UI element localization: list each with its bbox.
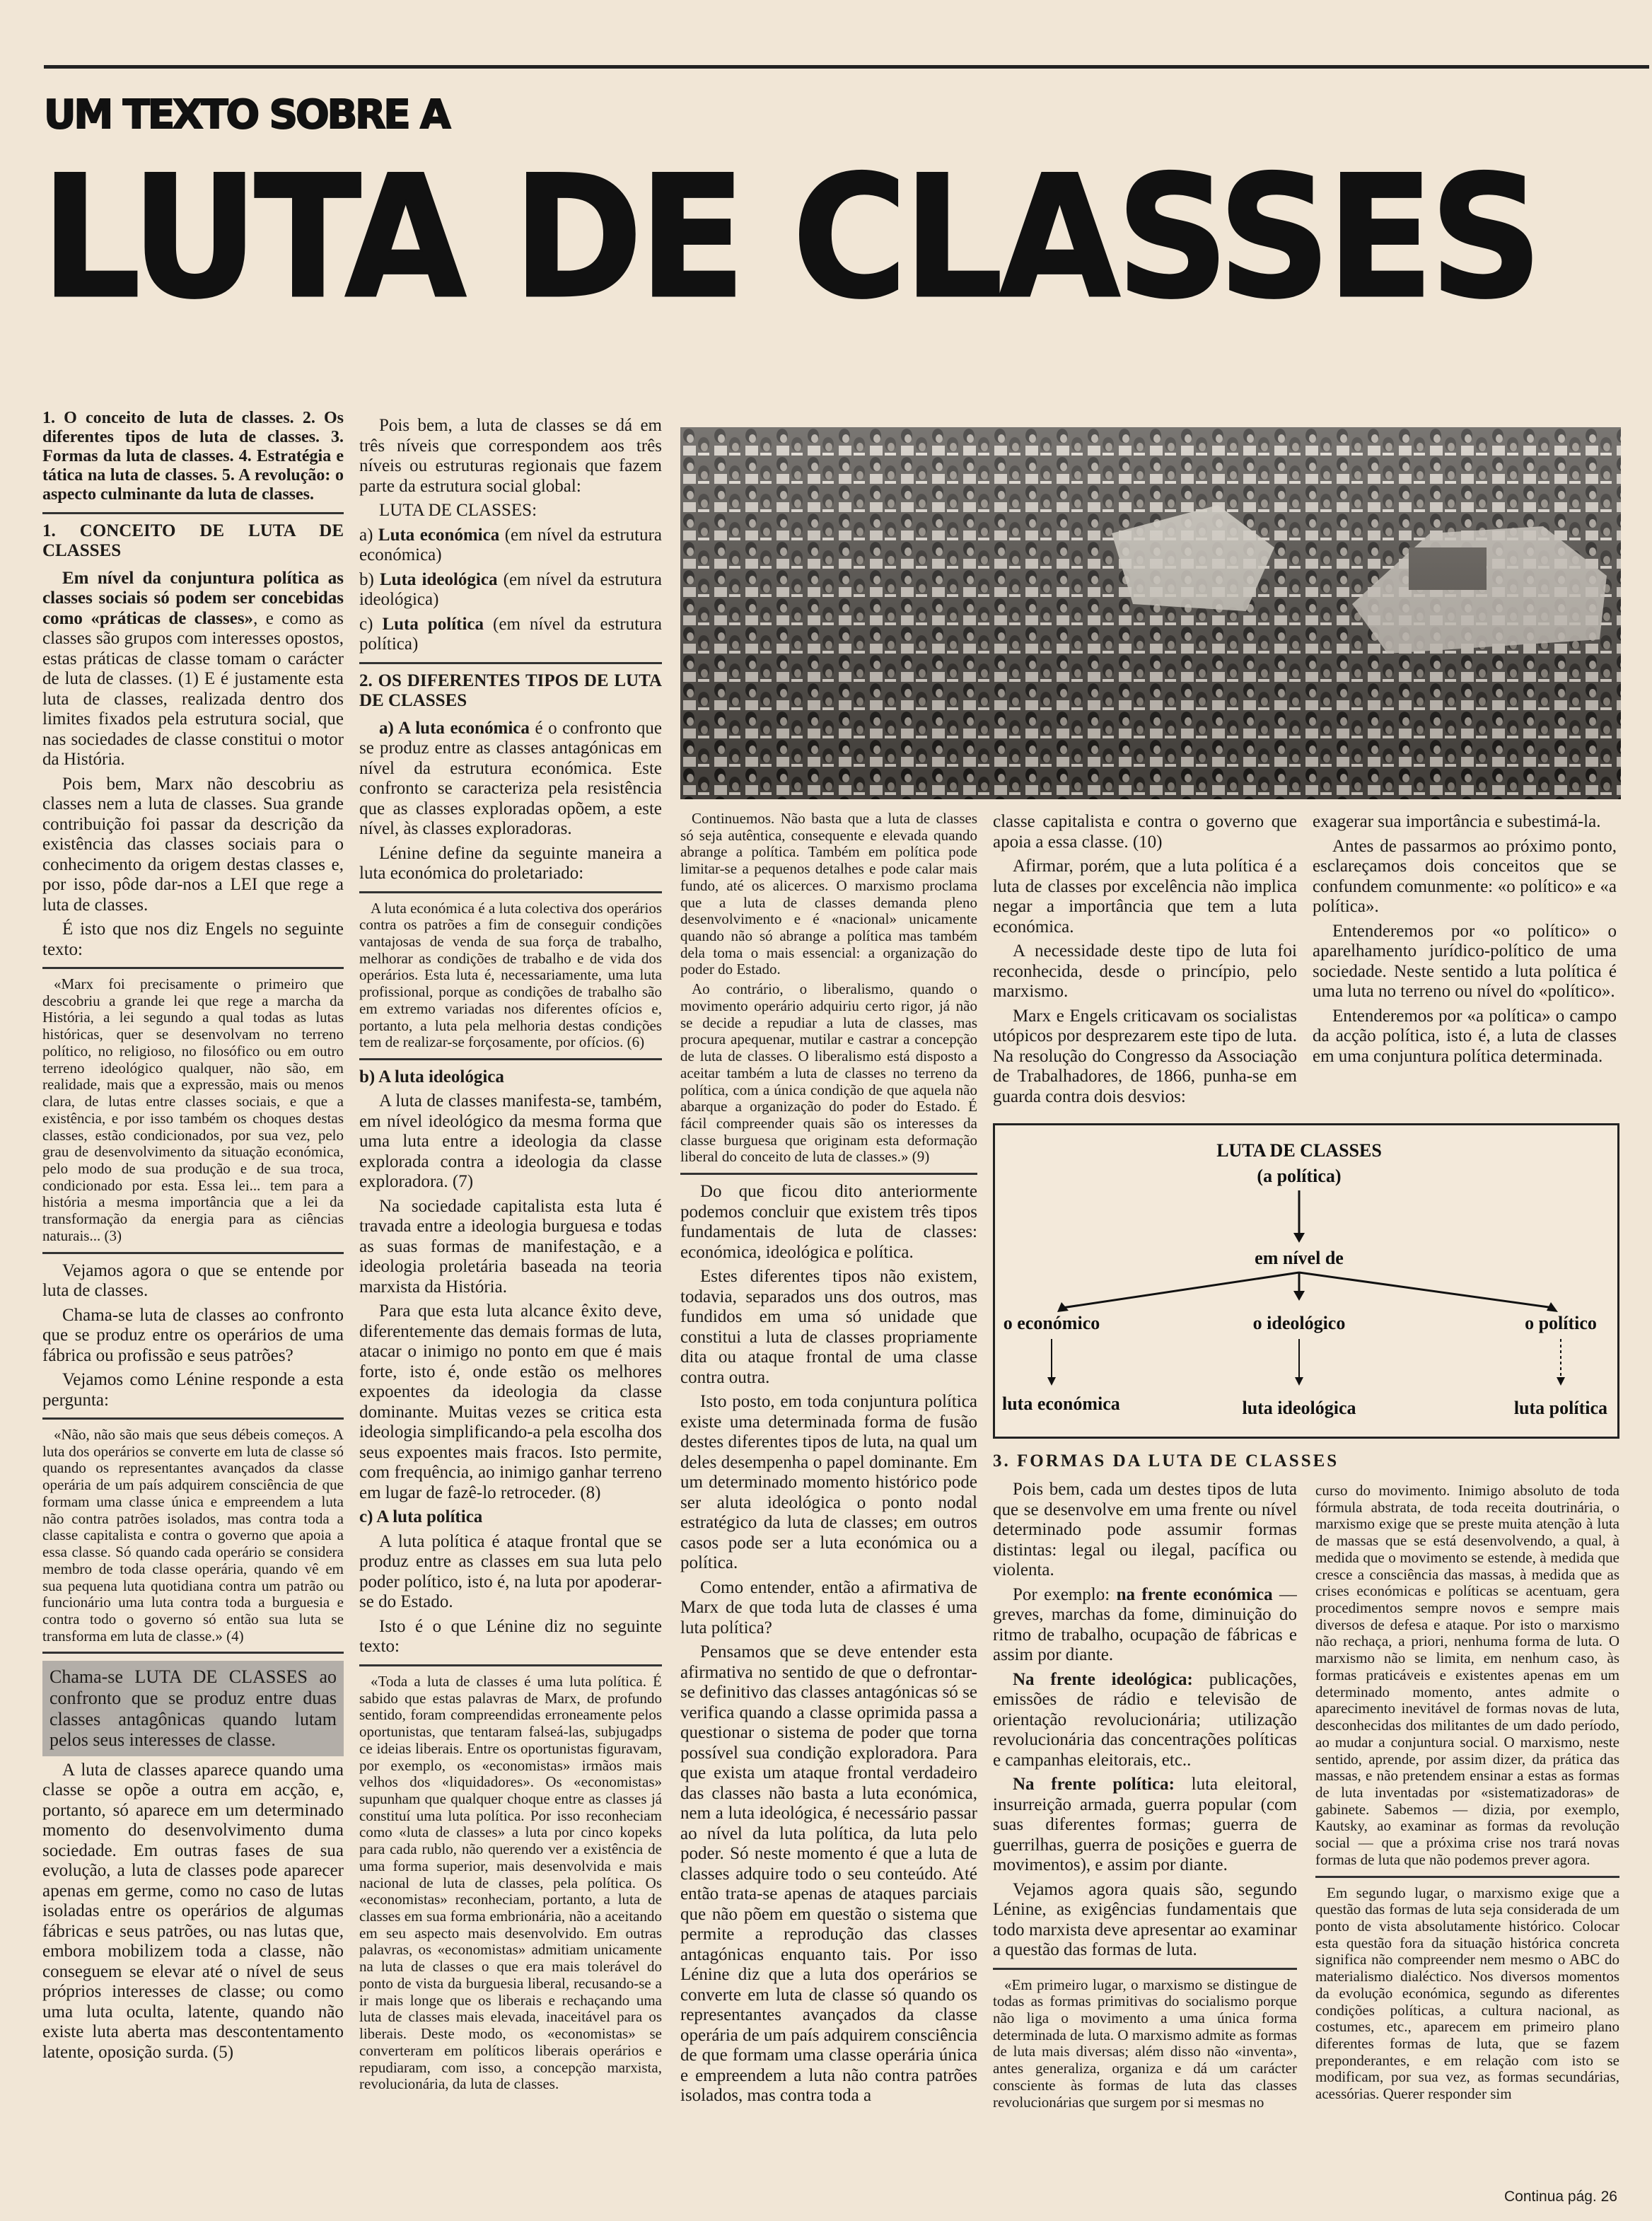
- contents-list: 1. O conceito de luta de classes. 2. Os diferentes tipos de luta de classes. 3. Formas da luta de classes. 4. Estratégia e tática na luta de classes. 5. A revolução: o aspecto culminante da luta de classes.: [42, 409, 344, 504]
- section-heading-3: 3. FORMAS DA LUTA DE CLASSES: [993, 1451, 1339, 1471]
- paragraph: exagerar sua importância e subestimá-la.: [1313, 812, 1601, 831]
- divider: [42, 1252, 344, 1254]
- subhead-c: c) A luta política: [359, 1507, 483, 1527]
- column-3: [680, 811, 977, 2190]
- divider: [42, 512, 344, 514]
- kicker: UM TEXTO SOBRE A: [44, 92, 449, 138]
- arrowhead: [1295, 1377, 1303, 1386]
- diagram-level: em nível de: [1255, 1248, 1344, 1268]
- level-a-title: Luta económica: [378, 525, 500, 545]
- divider: [1315, 1876, 1619, 1878]
- divider: [680, 1173, 977, 1175]
- paragraph: Na sociedade capitalista esta luta é travada entre a ideologia burguesa e todas as suas formas de manifestação, e a ideologia proletária baseada na teoria marxista da História.: [359, 1196, 662, 1297]
- highlight-definition: Chama-se LUTA DE CLASSES ao confronto que se produz entre duas classes antagônicas quando lutam pelos seus interesses de classe.: [42, 1661, 344, 1756]
- connector: [1062, 1272, 1299, 1308]
- quote-text: Em segundo lugar, o marxismo exige que a questão das formas de luta seja considerada de um ponto de vista absolutamente histórico. Colocar esta questão fora da situação histórica concreta significa não compreender nem mesmo o ABC do materialismo dialéctico. Nos diversos momentos da evolução económica, segundo as diferentes condições políticas, a cultura nacional, as costumes, etc., aparecem em primeiro plano diferentes formas de luta, que se fazem preponderantes, e em relação com isto se modificam, por sua vez, as formas secundárias, acessórias. Querer responder sim: [1315, 1884, 1619, 2103]
- level-c-title: Luta política: [382, 614, 484, 634]
- diagram-subtitle: (a política): [1257, 1166, 1342, 1186]
- class-struggle-diagram: [993, 1123, 1619, 1439]
- paragraph: A luta de classes aparece quando uma classe se opõe a outra em acção, e, portanto, só aparece em um determinado momento do desenvolvimento duma sociedade. Em outras fases de sua evolução, a luta de classes pode aparecer apenas em germe, como no caso de lutas isoladas entre os operários de algumas fábricas e seus patrões, ou nas lutas que, embora mobilizem toda a classe, não conseguem se elevar até o nível de seus próprios interesses de classe; ou como uma luta oculta, latente, quando não existe luta aberta mas descontentamento latente, oposição surda. (5): [42, 1760, 344, 2062]
- arrowhead: [1293, 1291, 1305, 1301]
- paragraph: A necessidade deste tipo de luta foi reconhecida, desde o princípio, pelo marxismo.: [993, 941, 1297, 1001]
- paragraph: [993, 1775, 1297, 1876]
- quote-text: «Toda a luta de classes é uma luta política. É sabido que estas palavras de Marx, de profundo sentido, foram compreendidas erroneamente pelos oportunistas, que tentaram falseá-las, subjugadps ce ideias liberais. Entre os oportunistas figuravam, por exemplo, os «economistas» irmãos mais velhos dos «liquidadores». Os «economistas» supunham que qualquer choque entre as classes já constituí uma luta política. Por isso reconheciam como «luta de classes» a luta por cinco kopeks para cada rublo, não querendo ver a existência de uma forma superior, mais desenvolvida e mais nacional de luta de classes, pela política. Os «economistas» reconheciam, portanto, a luta de classes em sua forma embrionária, não a aceitando em seu aspecto mais desenvolvido. Em outras palavras, os «economistas» admitiam unicamente na luta de classes o que era mais tolerável do ponto de vista da burguesia liberal, recusando-se a ir mais longe que os liberais e rechaçando uma luta de classes mais elevada, inaceitável para os liberais. Deste modo, os «economistas» se converteram em políticos liberais operários e repudiaram, com isso, a concepção marxista, revolucionária, da luta de classes.: [359, 1672, 662, 2093]
- quote-text: Continuemos. Não basta que a luta de classes só seja autêntica, consequente e elevada quando abrange a política. Também em política pode limitar-se a pequenos detalhes e pode calar mais fundo, até os alicerces. O marxismo proclama que a luta de classes demanda pleno desenvolvimento e é «nacional» unicamente quando não só abrange a política mas também dela toma o mais essencial: a organização do poder do Estado.: [680, 811, 977, 978]
- paragraph: A luta de classes manifesta-se, também, em nível ideológico da mesma forma que uma luta entre a ideologia da classe explorada contra a ideologia da classe exploradora. (7): [359, 1091, 662, 1192]
- paragraph: Afirmar, porém, que a luta política é a luta de classes por excelência não implica negar a importância que tem a luta económica.: [993, 857, 1297, 936]
- paragraph: Lénine define da seguinte maneira a luta económica do proletariado:: [359, 843, 662, 883]
- paragraph: Marx e Engels criticavam os socialistas utópicos por desprezarem este tipo de luta. Na resolução do Congresso da Associação de Trabalhadores, de 1866, punha-se em guarda contra dois desvios:: [993, 1006, 1297, 1106]
- quote-text: Ao contrário, o liberalismo, quando o movimento operário adquiriu certo rigor, já não se decide a repudiar a luta de classes, mas procura apequenar, mutilar e castrar a concepção de luta de classes. O liberalismo está disposto a aceitar também a luta de classes no terreno da política, com a única condição de que aquela não abarque a organização do poder do Estado. É fácil compreender quais são os interesses da classe burguesa que originam esta deformação liberal do conceito de luta de classes.» (9): [680, 980, 977, 1166]
- paragraph: [359, 719, 662, 840]
- text: Por exemplo:: [1013, 1584, 1110, 1604]
- quote-text: «Marx foi precisamente o primeiro que descobriu a grande lei que rege a marcha da História, a lei segundo a qual todas as lutas históricas, quer se desenvolvam no terreno político, no religioso, no filosófico ou em outro terreno ideológico qualquer, não são, em realidade, mais que a expressão, mais ou menos clara, de lutas entre classes sociais, e que a existência, e por isso também os choques destas classes, estão condicionados, por sua vez, pelo grau de desenvolvimento da situação económica, pelo modo de sua produção e de sua troca, condicionado por esta. Essa lei... tem para a história a mesma importância que a lei da transformação da energia para as ciências naturais... (3): [42, 975, 344, 1244]
- text: , e como as classes são grupos com interesses opostos, estas práticas de classe tomam o carácter de luta de classes. (1) E é justamente esta luta de classes, realizada dentro dos limites fixados pela estrutura social, que nas sociedades de classe constitui o motor da História.: [42, 608, 344, 770]
- arrowhead: [1557, 1377, 1565, 1386]
- paragraph: Como entender, então a afirmativa de Marx de que toda luta de classes é uma luta política?: [680, 1577, 977, 1637]
- quote-text: curso do movimento. Inimigo absoluto de toda fórmula abstrata, de toda receita doutrinária, o marxismo exige que se preste muita atenção à luta de massas que se está desenvolvendo, a qual, à medida que o movimento se estende, à medida que cresce a consciência das massas, à medida que as crises económicas e políticas se acentuam, gera procedimentos sempre novos e sempre mais diversos de defesa e ataque. Por isto o marxismo não rechaça, a priori, nenhuma forma de luta. O marxismo não se limita, em nenhum caso, às formas praticáveis e existentes apenas em um determinado momento, antes admite o aparecimento inevitável de formas novas de luta, desconhecidas dos militantes de um dado período, ao mudar a conjuntura social. O marxismo, neste sentido, aprende, por assim dizer, da prática das massas, e não pretendem ensinar a estas as formas de luta inventadas por «sistematizadoras» de gabinete. Sabemos — dizia, por exemplo, Kautsky, ao examinar as formas da revolução social — que a próxima crise nos trará novas formas de luta que não podemos prever agora.: [1315, 1483, 1619, 1868]
- text: é o confronto que se produz entre as classes antagónicas em nível da estrutura económica. Este confronto se caracteriza pela resistência que as classes exploradas opõem, a este nível, às classes exploradoras.: [359, 718, 662, 838]
- emphasis: Na frente ideológica:: [1013, 1669, 1193, 1689]
- column-1: [42, 409, 344, 2190]
- column-4-lower: [993, 1480, 1297, 2187]
- text: luta eleitoral, insurreição armada, guerra popular (com suas diferentes formas; guerra de guerrilhas, guerra de posições e guerra de movimentos), e assim por diante.: [993, 1775, 1297, 1874]
- continued-note: Continua pág. 26: [1504, 2188, 1617, 2205]
- paragraph: [42, 569, 344, 770]
- paragraph: Pensamos que se deve entender esta afirmativa no sentido de que o defrontar-se definitivo das classes antagónicas só se verifica quando a classe oprimida passa a questionar o sistema de poder que torna possível sua condição exploradora. Para que exista um ataque frontal verdadeiro das classes não basta a luta económica, nem a luta ideológica, é necessário passar ao nível da luta política, da luta pelo poder. Só neste momento é que a luta de classes adquire todo o seu conteúdo. Até então trata-se apenas de ataques parciais que não põem em questão o sistema que permite a reprodução das classes antagónicas enquanto tais. Por isso Lénine diz que a luta dos operários se converte em luta de classe só quando os representantes avançados da classe operária de um país adquirem consciência de que formam uma classe operária única e empreendem a luta não contra patrões isolados, mas contra toda a: [680, 1642, 977, 2106]
- divider: [42, 967, 344, 969]
- paragraph: Do que ficou dito anteriormente podemos concluir que existem três tipos fundamentais de luta de classes: económica, ideológica e política.: [680, 1182, 977, 1262]
- text: — greves, marchas da fome, diminuição do ritmo de trabalho, ocupação de fábricas e assim por diante.: [993, 1584, 1297, 1664]
- paragraph: É isto que nos diz Engels no seguinte texto:: [42, 920, 344, 959]
- level-b-desc: (em nível da estrutura ideológica): [359, 569, 662, 609]
- paragraph: Isto posto, em toda conjuntura política existe uma determinada forma de fusão destes diferentes tipos de luta, na qual um deles desempenha o papel dominante. Em um determinado momento histórico pode ser aluta ideológica o ponto nodal estratégico da luta de classes; em outros casos pode ser a luta económica ou a política.: [680, 1392, 977, 1573]
- crowd-photo: [680, 427, 1621, 799]
- paragraph: Entenderemos por «o político» o aparelhamento jurídico-político de uma sociedade. Neste sentido a luta política é uma luta no terreno ou nível do «político».: [1313, 921, 1617, 1001]
- emphasis: Em nível da conjuntura política as classes sociais só podem ser concebidas como «práticas de classes»: [42, 568, 344, 628]
- quote-text: «Não, não são mais que seus débeis começos. A luta dos operários se converte em luta de classe só quando os representantes avançados da classe operária de um país adquirem consciência de que formam uma classe única e empreendem a luta não contra patrões isolados, mas contra toda a classe capitalista e contra o governo que apoia a essa classe. Só quando cada operário se considera membro de toda classe operária, quando vê em sua pequena luta quotidiana contra um patrão ou funcionário uma luta contra toda a burguesia e contra todo o governo só então sua luta se transforma em luta de classe.» (4): [42, 1426, 344, 1645]
- quote-lenin-forms-continued: [1315, 1483, 1619, 2103]
- paragraph: Isto é o que Lénine diz no seguinte texto:: [359, 1616, 662, 1657]
- quote-text: A luta económica é a luta colectiva dos operários contra os patrões a fim de conseguir condições vantajosas de venda de sua força de trabalho, melhorar as condições de trabalho e de vida dos operários. Esta luta é, necessariamente, uma luta profissional, porque as condições de trabalho são em extremo variadas nos diferentes ofícios e, portanto, a luta pela melhoria destas condições tem de realizar-se forçosamente, por ofícios. (6): [359, 899, 662, 1051]
- level-c: c) Luta política (em nível da estrutura política): [359, 614, 662, 654]
- level-a-desc: (em nível da estrutura económica): [359, 525, 662, 564]
- arrowhead: [1293, 1233, 1305, 1243]
- arrowhead: [1047, 1377, 1056, 1386]
- result-ideological: luta ideológica: [1242, 1398, 1356, 1418]
- quote-engels: [42, 976, 344, 1245]
- diagram-graphic: [995, 1125, 1617, 1437]
- divider: [359, 662, 662, 664]
- quote-lenin: [42, 1427, 344, 1645]
- paragraph: Chama-se luta de classes ao confronto que se produz entre os operários de uma fábrica ou profissão e seus patrões?: [42, 1305, 344, 1365]
- quote-lenin-political: [359, 1674, 662, 2093]
- column-5: [1313, 812, 1617, 1116]
- divider: [359, 891, 662, 893]
- section-heading-2: 2. OS DIFERENTES TIPOS DE LUTA DE CLASSES: [359, 671, 662, 710]
- column-4: [993, 812, 1297, 1116]
- paragraph: Pois bem, a luta de classes se dá em três níveis que correspondem aos três níveis ou estruturas regionais que fazem parte da estrutura social global:: [359, 416, 662, 496]
- quote-lenin-continued: [680, 811, 977, 1166]
- level-a: a) Luta económica (em nível da estrutura económica): [359, 525, 662, 564]
- paragraph: Antes de passarmos ao próximo ponto, esclareçamos dois conceitos que se confundem comunmente: «o político» e «a política».: [1313, 836, 1617, 916]
- diagram-title: LUTA DE CLASSES: [1216, 1140, 1382, 1161]
- divider: [993, 1968, 1297, 1970]
- node-economic: o económico: [1003, 1313, 1100, 1333]
- divider: [42, 1652, 344, 1654]
- paragraph: Para que esta luta alcance êxito deve, diferentemente das demais formas de luta, atacar o inimigo no ponto em que é mais forte, isto é, onde estão os melhores expoentes da ideologia da classe dominante. Muitas vezes se critica esta ideologia simplificando-a pela escolha dos seus expoentes mais fracos. Isto permite, com frequência, ao inimigo ganhar terreno em lugar de fazê-lo retroceder. (8): [359, 1301, 662, 1502]
- paragraph: Vejamos agora o que se entende por luta de classes.: [42, 1260, 344, 1301]
- emphasis: na frente económica: [1116, 1584, 1273, 1604]
- divider: [359, 1664, 662, 1666]
- quote-text: «Em primeiro lugar, o marxismo se distingue de todas as formas primitivas do socialismo porque não liga o movimento a uma única forma determinada de luta. O marxismo admite as formas de luta mais diversas; além disso não «inventa», antes generaliza, organiza e dá um carácter consciente às formas de luta das classes revolucionárias que surgem por si mesmas no: [993, 1976, 1297, 2111]
- divider: [359, 1058, 662, 1060]
- node-political: o político: [1525, 1313, 1597, 1333]
- divider: [42, 1417, 344, 1420]
- paragraph: Estes diferentes tipos não existem, todavia, separados uns dos outros, mas fundidos em uma só unidade que constitui a luta de classes propriamente dita ou ataque frontal de uma classe contra outra.: [680, 1267, 977, 1387]
- paragraph: Vejamos agora quais são, segundo Lénine, as exigências fundamentais que todo marxista deve apresentar ao examinar a questão das formas de luta.: [993, 1879, 1297, 1959]
- section-3-heading: [993, 1447, 1629, 1475]
- paragraph: [993, 1585, 1297, 1666]
- subhead-a: a) A luta económica: [379, 718, 530, 738]
- result-economic: luta económica: [1002, 1393, 1120, 1414]
- result-political: luta política: [1513, 1398, 1607, 1418]
- node-ideological: o ideológico: [1252, 1313, 1346, 1333]
- level-c-desc: (em nível da estrutura política): [359, 614, 662, 654]
- levels-label: LUTA DE CLASSES:: [379, 501, 537, 520]
- paragraph: Entenderemos por «a política» o campo da acção política, isto é, a luta de classes em uma conjuntura política determinada.: [1313, 1006, 1617, 1066]
- section-heading-1: 1. CONCEITO DE LUTA DE CLASSES: [42, 521, 344, 561]
- level-b: b) Luta ideológica (em nível da estrutura ideológica): [359, 569, 662, 609]
- subhead-b: b) A luta ideológica: [359, 1067, 504, 1086]
- quote-lenin-forms: [993, 1977, 1297, 2111]
- headline: LUTA DE CLASSES: [41, 140, 1539, 336]
- emphasis: Na frente política:: [1013, 1775, 1175, 1794]
- level-b-title: Luta ideológica: [379, 569, 498, 589]
- quote-lenin-economic: [359, 900, 662, 1051]
- paragraph: A luta política é ataque frontal que se produz entre as classes em sua luta pelo poder político, isto é, na luta por apoderar-se do Estado.: [359, 1531, 662, 1612]
- column-5-lower: [1315, 1483, 1619, 2183]
- top-rule: [44, 65, 1649, 69]
- column-2: [359, 416, 662, 2191]
- crowd-photo-image: [680, 427, 1621, 799]
- connector: [1299, 1272, 1554, 1308]
- paragraph: Pois bem, cada um destes tipos de luta que se desenvolve em uma frente ou nível determinado pode assumir formas distintas: legal ou ilegal, pacífica ou violenta.: [993, 1480, 1297, 1579]
- paragraph: [993, 1670, 1297, 1771]
- paragraph: classe capitalista e contra o governo que apoia a essa classe. (10): [993, 812, 1297, 852]
- paragraph: Vejamos como Lénine responde a esta pergunta:: [42, 1370, 344, 1410]
- paragraph: Pois bem, Marx não descobriu as classes nem a luta de classes. Sua grande contribuição foi passar da descrição da existência das classes sociais para o conhecimento da origem destas classes e, por isso, pôde dar-nos a LEI que rege a luta de classes.: [42, 774, 344, 915]
- text: publicações, emissões de rádio e televisão de orientação revolucionária; utilização revolucionária das concentrações políticas e campanhas eleitorais, etc..: [993, 1669, 1297, 1770]
